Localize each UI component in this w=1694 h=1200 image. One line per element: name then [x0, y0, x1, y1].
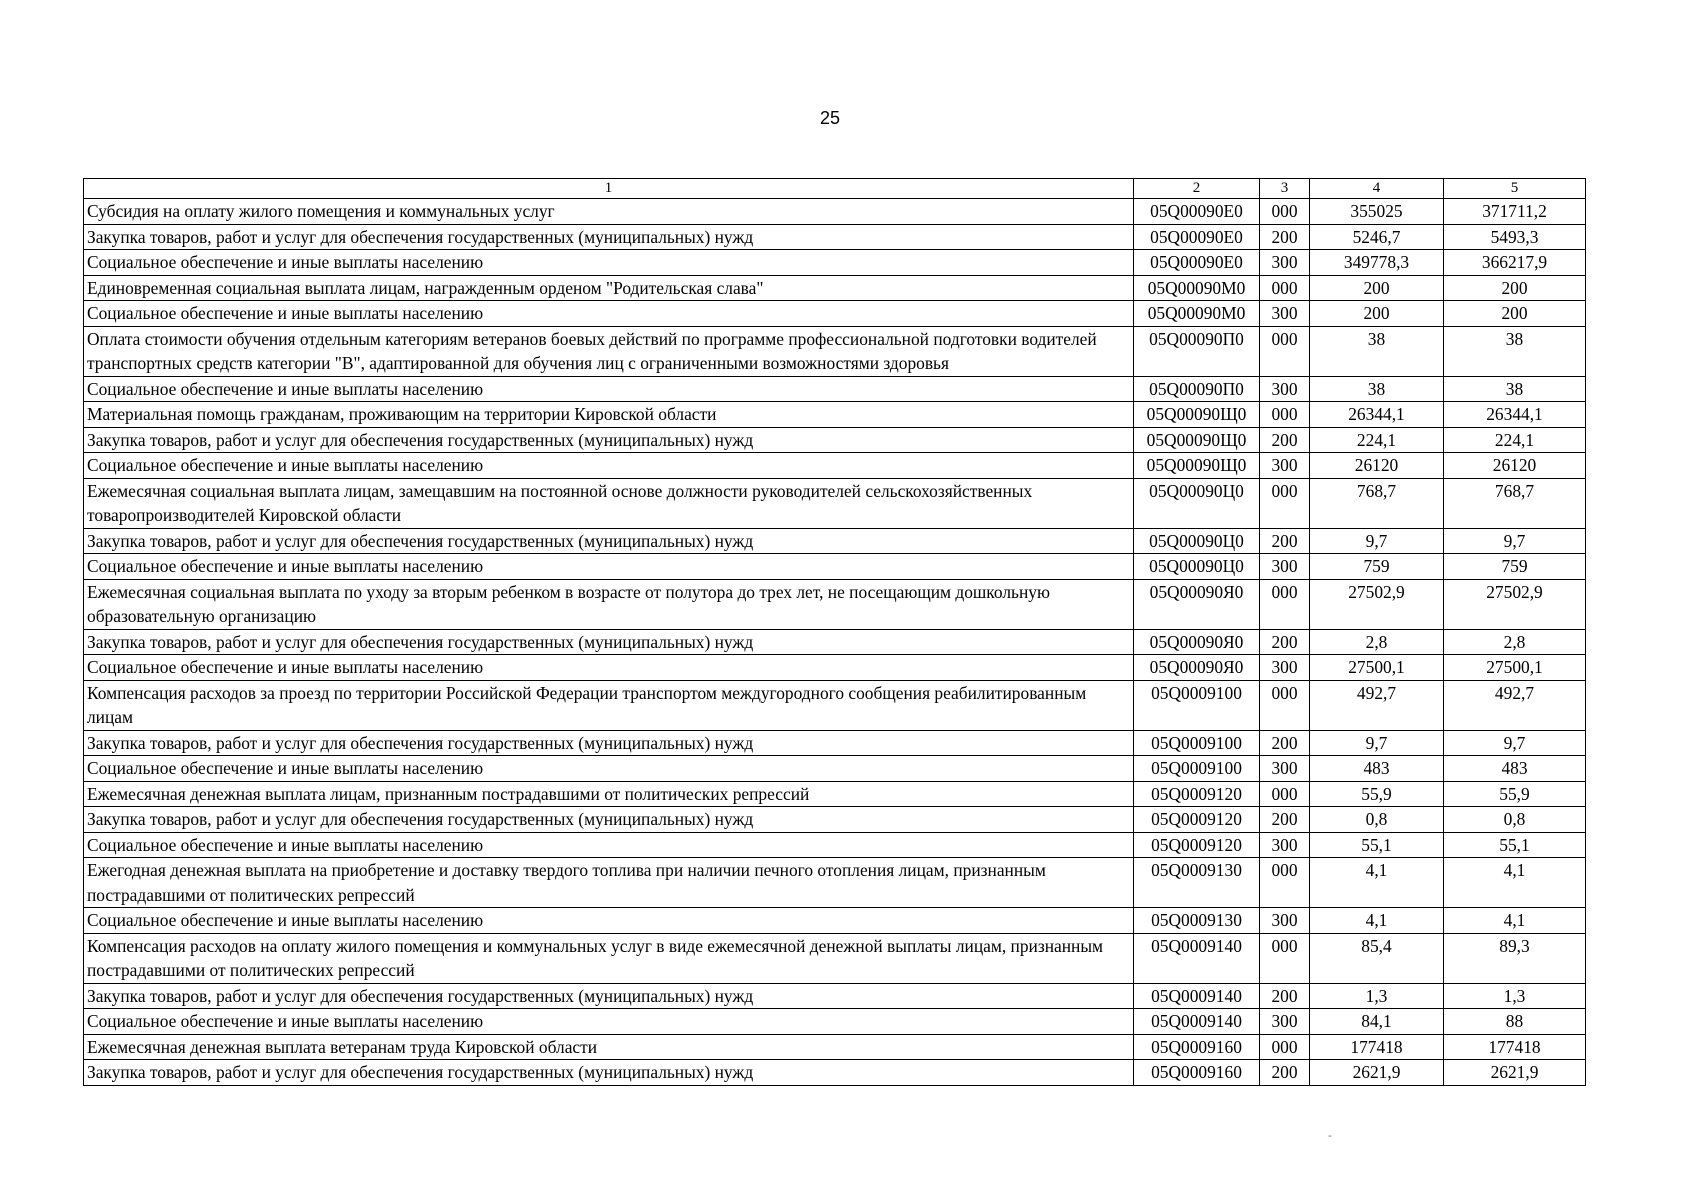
- row-description: Социальное обеспечение и иные выплаты населению: [84, 1009, 1134, 1035]
- row-description: Социальное обеспечение и иные выплаты населению: [84, 376, 1134, 402]
- scan-speck: -: [1328, 1128, 1332, 1142]
- table-row: [84, 326, 1586, 376]
- row-value-col4: 85,4: [1310, 933, 1444, 983]
- row-code: 05Q0009140: [1134, 1009, 1260, 1035]
- row-value-col4: 492,7: [1310, 680, 1444, 730]
- row-value-col4: 355025: [1310, 199, 1444, 225]
- row-type-code: 200: [1260, 1060, 1310, 1086]
- row-type-code: 300: [1260, 301, 1310, 327]
- row-value-col4: 349778,3: [1310, 250, 1444, 276]
- row-description: Закупка товаров, работ и услуг для обеспечения государственных (муниципальных) нужд: [84, 528, 1134, 554]
- row-code: 05Q00090Щ0: [1134, 427, 1260, 453]
- row-description: Ежемесячная социальная выплата по уходу за вторым ребенком в возрасте от полутора до трех лет, не посещающим дошкольную образовательную организацию: [84, 579, 1134, 629]
- budget-table: [83, 178, 1586, 1086]
- row-value-col4: 200: [1310, 301, 1444, 327]
- row-type-code: 000: [1260, 402, 1310, 428]
- row-value-col5: 768,7: [1444, 478, 1586, 528]
- row-description: Закупка товаров, работ и услуг для обеспечения государственных (муниципальных) нужд: [84, 629, 1134, 655]
- header-row: [84, 179, 1586, 199]
- row-value-col5: 26120: [1444, 453, 1586, 479]
- row-value-col5: 483: [1444, 756, 1586, 782]
- row-description: Ежемесячная денежная выплата лицам, признанным пострадавшими от политических репрессий: [84, 781, 1134, 807]
- row-description: Материальная помощь гражданам, проживающим на территории Кировской области: [84, 402, 1134, 428]
- header-cell-2: 2: [1134, 179, 1260, 199]
- row-value-col5: 0,8: [1444, 807, 1586, 833]
- row-description: Ежемесячная денежная выплата ветеранам труда Кировской области: [84, 1034, 1134, 1060]
- row-value-col4: 26344,1: [1310, 402, 1444, 428]
- row-description: Компенсация расходов за проезд по территории Российской Федерации транспортом междугородного сообщения реабилитированным лицам: [84, 680, 1134, 730]
- row-value-col5: 200: [1444, 275, 1586, 301]
- row-value-col5: 9,7: [1444, 730, 1586, 756]
- row-type-code: 300: [1260, 453, 1310, 479]
- row-code: 05Q0009100: [1134, 756, 1260, 782]
- header-cell-3: 3: [1260, 179, 1310, 199]
- table-row: [84, 730, 1586, 756]
- row-type-code: 200: [1260, 730, 1310, 756]
- row-value-col4: 4,1: [1310, 908, 1444, 934]
- table-row: [84, 629, 1586, 655]
- header-cell-1: 1: [84, 179, 1134, 199]
- row-type-code: 300: [1260, 908, 1310, 934]
- table-row: [84, 680, 1586, 730]
- row-type-code: 000: [1260, 478, 1310, 528]
- row-value-col5: 88: [1444, 1009, 1586, 1035]
- row-value-col5: 1,3: [1444, 983, 1586, 1009]
- row-value-col4: 759: [1310, 554, 1444, 580]
- row-description: Закупка товаров, работ и услуг для обеспечения государственных (муниципальных) нужд: [84, 1060, 1134, 1086]
- row-value-col4: 177418: [1310, 1034, 1444, 1060]
- row-value-col5: 55,1: [1444, 832, 1586, 858]
- row-type-code: 300: [1260, 832, 1310, 858]
- row-value-col4: 5246,7: [1310, 224, 1444, 250]
- row-type-code: 200: [1260, 807, 1310, 833]
- row-description: Социальное обеспечение и иные выплаты населению: [84, 655, 1134, 681]
- row-code: 05Q00090Ц0: [1134, 554, 1260, 580]
- row-value-col4: 27500,1: [1310, 655, 1444, 681]
- row-code: 05Q0009130: [1134, 858, 1260, 908]
- row-code: 05Q0009160: [1134, 1060, 1260, 1086]
- row-description: Компенсация расходов на оплату жилого помещения и коммунальных услуг в виде ежемесячной денежной выплаты лицам, признанным пострадавшими от политических репрессий: [84, 933, 1134, 983]
- table-row: [84, 781, 1586, 807]
- row-value-col5: 89,3: [1444, 933, 1586, 983]
- row-value-col4: 0,8: [1310, 807, 1444, 833]
- row-value-col5: 27502,9: [1444, 579, 1586, 629]
- row-type-code: 200: [1260, 224, 1310, 250]
- row-type-code: 300: [1260, 250, 1310, 276]
- row-description: Социальное обеспечение и иные выплаты населению: [84, 250, 1134, 276]
- table-row: [84, 301, 1586, 327]
- row-value-col4: 2621,9: [1310, 1060, 1444, 1086]
- row-type-code: 000: [1260, 579, 1310, 629]
- table-row: [84, 478, 1586, 528]
- row-description: Социальное обеспечение и иные выплаты населению: [84, 453, 1134, 479]
- row-value-col4: 27502,9: [1310, 579, 1444, 629]
- row-description: Социальное обеспечение и иные выплаты населению: [84, 301, 1134, 327]
- row-value-col5: 200: [1444, 301, 1586, 327]
- table-row: [84, 1034, 1586, 1060]
- row-code: 05Q00090Я0: [1134, 655, 1260, 681]
- row-code: 05Q00090П0: [1134, 376, 1260, 402]
- row-value-col5: 26344,1: [1444, 402, 1586, 428]
- table-row: [84, 933, 1586, 983]
- row-code: 05Q0009120: [1134, 807, 1260, 833]
- row-type-code: 200: [1260, 427, 1310, 453]
- row-code: 05Q0009120: [1134, 832, 1260, 858]
- row-value-col5: 177418: [1444, 1034, 1586, 1060]
- row-description: Единовременная социальная выплата лицам, награжденным орденом "Родительская слава": [84, 275, 1134, 301]
- row-type-code: 200: [1260, 528, 1310, 554]
- row-value-col5: 4,1: [1444, 908, 1586, 934]
- page-number: 25: [819, 108, 841, 128]
- row-value-col4: 38: [1310, 376, 1444, 402]
- row-code: 05Q00090E0: [1134, 199, 1260, 225]
- row-description: Закупка товаров, работ и услуг для обеспечения государственных (муниципальных) нужд: [84, 807, 1134, 833]
- row-code: 05Q00090E0: [1134, 224, 1260, 250]
- row-description: Субсидия на оплату жилого помещения и коммунальных услуг: [84, 199, 1134, 225]
- row-code: 05Q0009120: [1134, 781, 1260, 807]
- row-description: Социальное обеспечение и иные выплаты населению: [84, 908, 1134, 934]
- row-code: 05Q00090П0: [1134, 326, 1260, 376]
- row-type-code: 000: [1260, 326, 1310, 376]
- row-description: Закупка товаров, работ и услуг для обеспечения государственных (муниципальных) нужд: [84, 983, 1134, 1009]
- table-row: [84, 554, 1586, 580]
- row-code: 05Q00090Ц0: [1134, 528, 1260, 554]
- table-row: [84, 983, 1586, 1009]
- row-type-code: 000: [1260, 933, 1310, 983]
- row-value-col5: 4,1: [1444, 858, 1586, 908]
- table-row: [84, 275, 1586, 301]
- row-code: 05Q0009130: [1134, 908, 1260, 934]
- row-value-col4: 26120: [1310, 453, 1444, 479]
- row-code: 05Q00090E0: [1134, 250, 1260, 276]
- row-code: 05Q00090Я0: [1134, 629, 1260, 655]
- row-type-code: 300: [1260, 376, 1310, 402]
- row-code: 05Q0009160: [1134, 1034, 1260, 1060]
- row-value-col5: 224,1: [1444, 427, 1586, 453]
- row-type-code: 300: [1260, 756, 1310, 782]
- row-code: 05Q0009140: [1134, 983, 1260, 1009]
- row-code: 05Q0009140: [1134, 933, 1260, 983]
- row-value-col4: 9,7: [1310, 528, 1444, 554]
- table-row: [84, 1060, 1586, 1086]
- row-code: 05Q00090Щ0: [1134, 402, 1260, 428]
- row-description: Закупка товаров, работ и услуг для обеспечения государственных (муниципальных) нужд: [84, 224, 1134, 250]
- row-value-col4: 224,1: [1310, 427, 1444, 453]
- row-description: Закупка товаров, работ и услуг для обеспечения государственных (муниципальных) нужд: [84, 427, 1134, 453]
- row-value-col5: 55,9: [1444, 781, 1586, 807]
- table-row: [84, 858, 1586, 908]
- row-description: Социальное обеспечение и иные выплаты населению: [84, 554, 1134, 580]
- row-code: 05Q00090Щ0: [1134, 453, 1260, 479]
- table-row: [84, 756, 1586, 782]
- row-value-col4: 483: [1310, 756, 1444, 782]
- row-value-col5: 371711,2: [1444, 199, 1586, 225]
- row-value-col4: 38: [1310, 326, 1444, 376]
- table-row: [84, 427, 1586, 453]
- row-description: Ежемесячная социальная выплата лицам, замещавшим на постоянной основе должности руководителей сельскохозяйственных товаропроизводителей Кировской области: [84, 478, 1134, 528]
- row-type-code: 200: [1260, 629, 1310, 655]
- header-cell-5: 5: [1444, 179, 1586, 199]
- row-code: 05Q00090M0: [1134, 275, 1260, 301]
- row-description: Оплата стоимости обучения отдельным категориям ветеранов боевых действий по программе профессиональной подготовки водителей транспортных средств категории "В", адаптированной для обучения лиц с ограниченными возможностями здоровья: [84, 326, 1134, 376]
- row-code: 05Q00090M0: [1134, 301, 1260, 327]
- table-row: [84, 528, 1586, 554]
- row-type-code: 000: [1260, 680, 1310, 730]
- row-type-code: 300: [1260, 655, 1310, 681]
- table-row: [84, 453, 1586, 479]
- row-type-code: 000: [1260, 781, 1310, 807]
- header-cell-4: 4: [1310, 179, 1444, 199]
- row-description: Социальное обеспечение и иные выплаты населению: [84, 832, 1134, 858]
- row-description: Социальное обеспечение и иные выплаты населению: [84, 756, 1134, 782]
- row-value-col4: 4,1: [1310, 858, 1444, 908]
- row-description: Закупка товаров, работ и услуг для обеспечения государственных (муниципальных) нужд: [84, 730, 1134, 756]
- row-type-code: 300: [1260, 554, 1310, 580]
- table-row: [84, 579, 1586, 629]
- row-type-code: 200: [1260, 983, 1310, 1009]
- table-row: [84, 376, 1586, 402]
- row-value-col4: 55,9: [1310, 781, 1444, 807]
- row-value-col5: 759: [1444, 554, 1586, 580]
- row-code: 05Q0009100: [1134, 730, 1260, 756]
- row-type-code: 000: [1260, 1034, 1310, 1060]
- row-value-col4: 200: [1310, 275, 1444, 301]
- row-code: 05Q00090Ц0: [1134, 478, 1260, 528]
- table-row: [84, 807, 1586, 833]
- row-value-col4: 1,3: [1310, 983, 1444, 1009]
- row-value-col4: 768,7: [1310, 478, 1444, 528]
- table-row: [84, 199, 1586, 225]
- row-type-code: 000: [1260, 858, 1310, 908]
- row-value-col4: 2,8: [1310, 629, 1444, 655]
- row-value-col5: 2,8: [1444, 629, 1586, 655]
- row-value-col5: 27500,1: [1444, 655, 1586, 681]
- row-value-col5: 38: [1444, 376, 1586, 402]
- row-value-col5: 2621,9: [1444, 1060, 1586, 1086]
- table-row: [84, 655, 1586, 681]
- table-row: [84, 250, 1586, 276]
- row-value-col5: 5493,3: [1444, 224, 1586, 250]
- row-value-col4: 9,7: [1310, 730, 1444, 756]
- table-row: [84, 402, 1586, 428]
- row-type-code: 000: [1260, 275, 1310, 301]
- row-code: 05Q0009100: [1134, 680, 1260, 730]
- table-row: [84, 1009, 1586, 1035]
- row-type-code: 300: [1260, 1009, 1310, 1035]
- row-value-col5: 366217,9: [1444, 250, 1586, 276]
- row-value-col4: 84,1: [1310, 1009, 1444, 1035]
- table-row: [84, 908, 1586, 934]
- row-description: Ежегодная денежная выплата на приобретение и доставку твердого топлива при наличии печного отопления лицам, признанным пострадавшими от политических репрессий: [84, 858, 1134, 908]
- table-row: [84, 224, 1586, 250]
- row-type-code: 000: [1260, 199, 1310, 225]
- row-value-col5: 38: [1444, 326, 1586, 376]
- table-row: [84, 832, 1586, 858]
- row-code: 05Q00090Я0: [1134, 579, 1260, 629]
- row-value-col5: 492,7: [1444, 680, 1586, 730]
- row-value-col5: 9,7: [1444, 528, 1586, 554]
- row-value-col4: 55,1: [1310, 832, 1444, 858]
